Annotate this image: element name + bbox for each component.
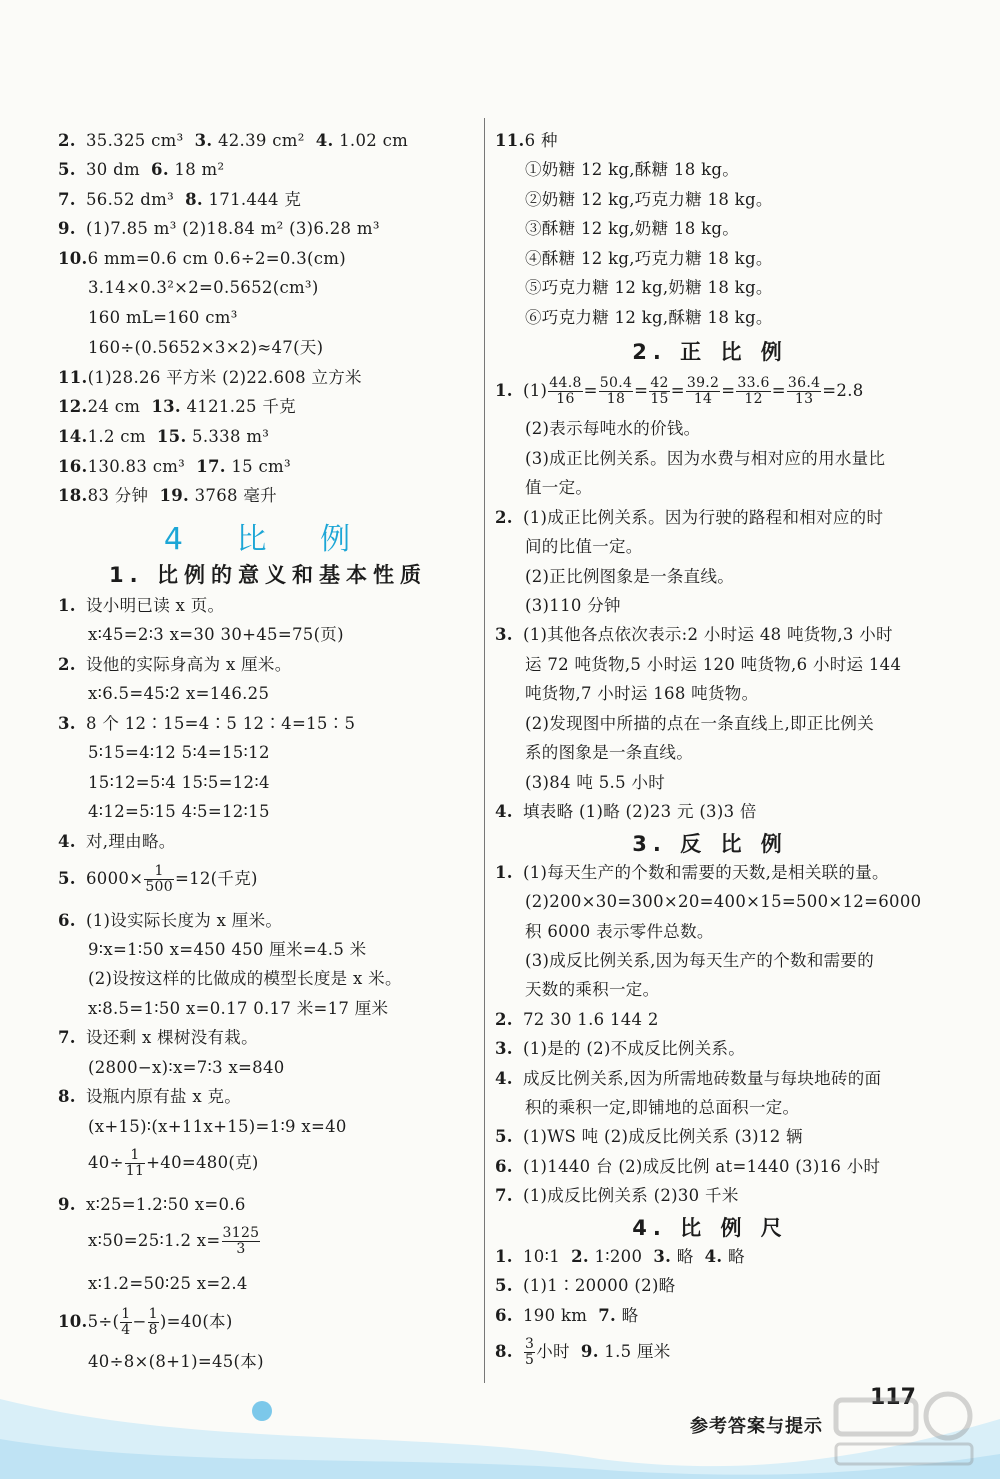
footer-title: 参考答案与提示 [690, 1416, 823, 1437]
answer-line: (2)设按这样的比做成的模型长度是 x 米。 [88, 969, 402, 988]
equals-sign: = [634, 381, 649, 400]
answer-line: 1. 10∶1 2. 1∶200 3. 略 4. 略 [495, 1247, 745, 1266]
answer-line: 值一定。 [525, 478, 593, 497]
answer-line: (3)84 吨 5.5 小时 [525, 773, 666, 792]
fraction: $\frac{1}{500}$ [145, 863, 173, 895]
fraction: $\frac{39.2}{14}$ [686, 375, 720, 407]
answer-line: (2)发现图中所描的点在一条直线上,即正比例关 [525, 714, 875, 733]
equals-sign: = [583, 381, 598, 400]
answer-line: 160 mL=160 cm³ [88, 308, 238, 327]
answer-line: 40÷8×(8+1)=45(本) [88, 1352, 264, 1371]
answer-line: (2)表示每吨水的价钱。 [525, 419, 701, 438]
answer-line: (2)200×30=300×20=400×15=500×12=6000 [525, 892, 922, 911]
fraction: $\frac{36.4}{13}$ [787, 375, 821, 407]
section-title: 1. 比例的意义和基本性质 [109, 563, 427, 587]
answer-line: 3. (1)其他各点依次表示:2 小时运 48 吨货物,3 小时 [495, 625, 893, 644]
answer-line: 6. (1)设实际长度为 x 厘米。 [58, 911, 283, 930]
equals-sign: = [670, 381, 685, 400]
answer-line: 积 6000 表示零件总数。 [525, 922, 714, 941]
fraction: $\frac{1}{8}$ [148, 1306, 158, 1338]
answer-line: (2)正比例图象是一条直线。 [525, 567, 735, 586]
answer-line: 间的比值一定。 [525, 537, 643, 556]
answer-line: 运 72 吨货物,5 小时运 120 吨货物,6 小时运 144 [525, 655, 902, 674]
answer-line: ①奶糖 12 kg,酥糖 18 kg。 [525, 160, 740, 179]
answer-line: 4. 对,理由略。 [58, 832, 176, 851]
section-title: 4. 比 例 尺 [632, 1216, 788, 1240]
answer-line: ②奶糖 12 kg,巧克力糖 18 kg。 [525, 190, 773, 209]
answer-line: 5. 30 dm 6. 18 m² [58, 160, 225, 179]
fraction: $\frac{50.4}{18}$ [599, 375, 633, 407]
fraction: $\frac{1}{11}$ [125, 1147, 145, 1179]
answer-line: 18.83 分钟 19. 3768 毫升 [58, 486, 277, 505]
answer-line: 吨货物,7 小时运 168 吨货物。 [525, 684, 759, 703]
answer-line: 6. (1)1440 台 (2)成反比例 at=1440 (3)16 小时 [495, 1157, 881, 1176]
answer-line: 40÷ $\frac{1}{11}$ +40=480(克) [88, 1147, 259, 1179]
answer-line: 1. 设小明已读 x 页。 [58, 596, 225, 615]
answer-line: 2. 72 30 1.6 144 2 [495, 1010, 659, 1029]
answer-line: 7. (1)成反比例关系 (2)30 千米 [495, 1186, 739, 1205]
answer-line: ③酥糖 12 kg,奶糖 18 kg。 [525, 219, 740, 238]
answer-line: 10.5÷( $\frac{1}{4}$ − $\frac{1}{8}$ )=40(本) [58, 1306, 233, 1338]
answer-line: 160÷(0.5652×3×2)≈47(天) [88, 338, 324, 357]
answer-line: 4. 填表略 (1)略 (2)23 元 (3)3 倍 [495, 802, 757, 821]
answer-line: 5∶15=4∶12 5∶4=15∶12 [88, 743, 270, 762]
answer-line: 9∶x=1∶50 x=450 450 厘米=4.5 米 [88, 940, 367, 959]
answer-line: (3)110 分钟 [525, 596, 621, 615]
answer-line: 5. (1)WS 吨 (2)成反比例关系 (3)12 辆 [495, 1127, 803, 1146]
answer-line: 14.1.2 cm 15. 5.338 m³ [58, 427, 270, 446]
fraction: $\frac{1}{4}$ [121, 1306, 131, 1338]
answer-line: 16.130.83 cm³ 17. 15 cm³ [58, 457, 291, 476]
answer-line: 积的乘积一定,即铺地的总面积一定。 [525, 1098, 800, 1117]
answer-line: x∶50=25∶1.2 x= $\frac{3125}{3}$ [88, 1225, 260, 1257]
answer-line: 3. (1)是的 (2)不成反比例关系。 [495, 1039, 746, 1058]
answer-line: 10.6 mm=0.6 cm 0.6÷2=0.3(cm) [58, 249, 346, 268]
answer-line: x∶6.5=45∶2 x=146.25 [88, 684, 270, 703]
answer-line: 3.14×0.3²×2=0.5652(cm³) [88, 278, 319, 297]
answer-line: (x+15)∶(x+11x+15)=1∶9 x=40 [88, 1117, 347, 1136]
answer-line: 7. 56.52 dm³ 8. 171.444 克 [58, 190, 302, 209]
answer-line: (3)成正比例关系。因为水费与相对应的用水量比 [525, 449, 886, 468]
answer-line: 4∶12=5∶15 4∶5=12∶15 [88, 802, 270, 821]
answer-line: x∶45=2∶3 x=30 30+45=75(页) [88, 625, 344, 644]
answer-line: x∶8.5=1∶50 x=0.17 0.17 米=17 厘米 [88, 999, 389, 1018]
answer-line: 15∶12=5∶4 15∶5=12∶4 [88, 773, 270, 792]
answer-line: 9. (1)7.85 m³ (2)18.84 m² (3)6.28 m³ [58, 219, 380, 238]
fraction: $\frac{33.6}{12}$ [737, 375, 770, 407]
answer-line: 1. (1)每天生产的个数和需要的天数,是相关联的量。 [495, 863, 889, 882]
chapter-title: 4 比 例 [163, 522, 373, 557]
answer-line: 5. 6000× $\frac{1}{500}$ =12(千克) [58, 863, 258, 895]
answer-line: 8. $\frac{3}{5}$ 小时 9. 1.5 厘米 [495, 1336, 671, 1368]
answer-line: ④酥糖 12 kg,巧克力糖 18 kg。 [525, 249, 773, 268]
answer-line: 5. (1)1∶20000 (2)略 [495, 1276, 676, 1295]
answer-line: 4. 成反比例关系,因为所需地砖数量与每块地砖的面 [495, 1069, 882, 1088]
watermark-logo-icon [828, 1388, 978, 1470]
answer-line: 系的图象是一条直线。 [525, 743, 693, 762]
section-title: 2. 正 比 例 [632, 340, 788, 364]
answer-line: 7. 设还剩 x 棵树没有栽。 [58, 1028, 258, 1047]
equals-sign: = [771, 381, 786, 400]
fraction: $\frac{3125}{3}$ [222, 1225, 260, 1257]
equals-sign: = [721, 381, 736, 400]
answer-line: 2. 35.325 cm³ 3. 42.39 cm² 4. 1.02 cm [58, 131, 409, 150]
page-number: 117 [870, 1385, 916, 1410]
answer-line: 12.24 cm 13. 4121.25 千克 [58, 397, 296, 416]
fraction: $\frac{42}{15}$ [650, 375, 669, 407]
answer-line: (3)成反比例关系,因为每天生产的个数和需要的 [525, 951, 875, 970]
column-divider [484, 118, 485, 1383]
answer-line: ⑥巧克力糖 12 kg,酥糖 18 kg。 [525, 308, 773, 327]
answer-line: 6. 190 km 7. 略 [495, 1306, 639, 1325]
answer-line: 1. (1) $\frac{44.8}{16}$ = $\frac{50.4}{18}$ = $\frac{42}{15}$ = $\frac{39.2}{14}$ = $\frac{33.6}{12}$ = $\frac{36.4}{13}$ =2.8 [495, 375, 864, 407]
answer-line: 3. 8 个 12∶15=4∶5 12∶4=15∶5 [58, 714, 356, 733]
answer-line: 9. x∶25=1.2∶50 x=0.6 [58, 1195, 246, 1214]
answer-line: 天数的乘积一定。 [525, 980, 660, 999]
fraction: $\frac{3}{5}$ [525, 1336, 535, 1368]
answer-line: 2. (1)成正比例关系。因为行驶的路程和相对应的时 [495, 508, 884, 527]
answer-line: 11.(1)28.26 平方米 (2)22.608 立方米 [58, 368, 362, 387]
answer-line: x∶1.2=50∶25 x=2.4 [88, 1274, 248, 1293]
answer-line: 11.6 种 [495, 131, 558, 150]
answer-line: ⑤巧克力糖 12 kg,奶糖 18 kg。 [525, 278, 773, 297]
answer-line: 2. 设他的实际身高为 x 厘米。 [58, 655, 292, 674]
section-title: 3. 反 比 例 [632, 832, 788, 856]
fraction: $\frac{44.8}{16}$ [549, 375, 582, 407]
answer-line: (2800−x)∶x=7∶3 x=840 [88, 1058, 285, 1077]
answer-line: 8. 设瓶内原有盐 x 克。 [58, 1087, 242, 1106]
